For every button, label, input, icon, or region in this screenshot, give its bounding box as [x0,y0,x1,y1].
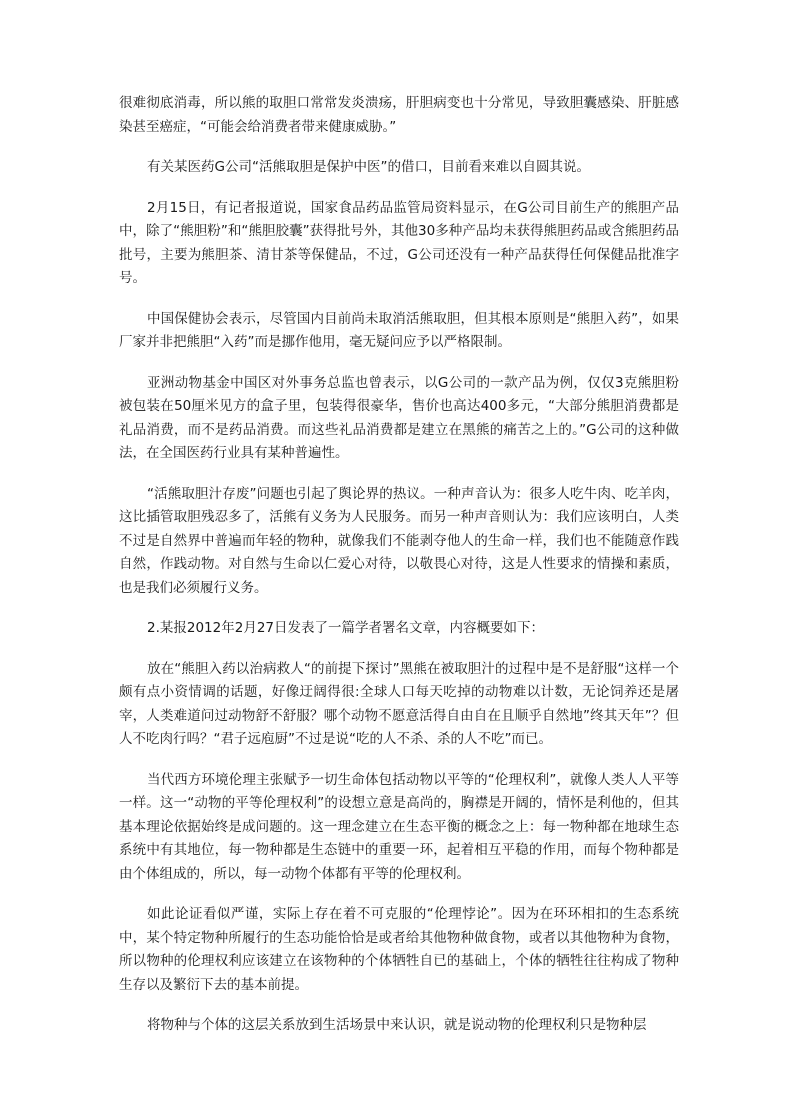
paragraph-11: 将物种与个体的这层关系放到生活场景中来认识，就是说动物的伦理权利只是物种层 [147,1017,647,1033]
paragraph-6: “活熊取胆汁存废”问题也引起了舆论界的热议。一种声音认为：很多人吃牛肉、吃羊肉，这比插管取胆残忍多了，活熊有义务为人民服务。而另一种声音则认为：我们应该明白，人类不过是自然界中普遍而年轻的物种，就像我们不能剥夺他人的生命一样，我们也不能随意作践自然，作践动物。对自然与生命以仁爱心对待，以敬畏心对待，这是人性要求的情操和素质，也是我们必须履行义务。 [119,485,679,596]
document-page [119,92,679,1055]
paragraph-7: 2.某报2012年2月27日发表了一篇学者署名文章，内容概要如下： [147,620,545,636]
paragraph-1: 很难彻底消毒，所以熊的取胆口常常发炎溃疡，肝胆病变也十分常见，导致胆囊感染、肝脏感染甚至癌症，“可能会给消费者带来健康威胁。” [119,95,679,135]
paragraph-5: 亚洲动物基金中国区对外事务总监也曾表示，以G公司的一款产品为例，仅仅3克熊胆粉被包装在50厘米见方的盒子里，包装得很豪华，售价也高达400多元，“大部分熊胆消费都是礼品消费，而不是药品消费。而这些礼品消费都是建立在黑熊的痛苦之上的。”G公司的这种做法，在全国医药行业具有某种普遍性。 [119,374,679,461]
paragraph-8: 放在“熊胆入药以治病救人“的前提下探讨”黑熊在被取胆汁的过程中是不是舒服“这样一个颇有点小资情调的话题，好像迂阔得很:全球人口每天吃掉的动物难以计数，无论饲养还是屠宰，人类难道问过动物舒不舒服？哪个动物不愿意活得自由自在且顺乎自然地”终其天年”？但人不吃肉行吗？“君子远庖厨”不过是说“吃的人不杀、杀的人不吃”而已。 [119,660,679,747]
paragraph-10: 如此论证看似严谨，实际上存在着不可克服的“伦理悖论”。因为在环环相扣的生态系统中，某个特定物种所履行的生态功能恰恰是或者给其他物种做食物，或者以其他物种为食物，所以物种的伦理权利应该建立在该物种的个体牺牲自已的基础上，个体的牺牲往往构成了物种生存以及繁衍下去的基本前提。 [119,906,679,993]
paragraph-3: 2月15日，有记者报道说，国家食品药品监管局资料显示，在G公司目前生产的熊胆产品中，除了“熊胆粉”和“熊胆胶囊”获得批号外，其他30多种产品均未获得熊胆药品或含熊胆药品批号，主要为熊胆茶、清甘茶等保健品，不过，G公司还没有一种产品获得任何保健品批准字号。 [119,199,679,286]
paragraph-4: 中国保健协会表示，尽管国内目前尚未取消活熊取胆，但其根本原则是“熊胆入药”，如果厂家并非把熊胆“入药”而是挪作他用，毫无疑问应予以严格限制。 [119,310,679,350]
paragraph-9: 当代西方环境伦理主张赋予一切生命体包括动物以平等的“伦理权利”，就像人类人人平等一样。这一“动物的平等伦理权利”的设想立意是高尚的，胸襟是开阔的，情怀是利他的，但其基本理论依据始终是成问题的。这一理念建立在生态平衡的概念之上：每一物种都在地球生态系统中有其地位，每一物种都是生态链中的重要一环，起着相互平稳的作用，而每个物种都是由个体组成的，所以，每一动物个体都有平等的伦理权利。 [119,771,679,882]
paragraph-2: 有关某医药G公司“活熊取胆是保护中医”的借口，目前看来难以自圆其说。 [147,159,590,175]
